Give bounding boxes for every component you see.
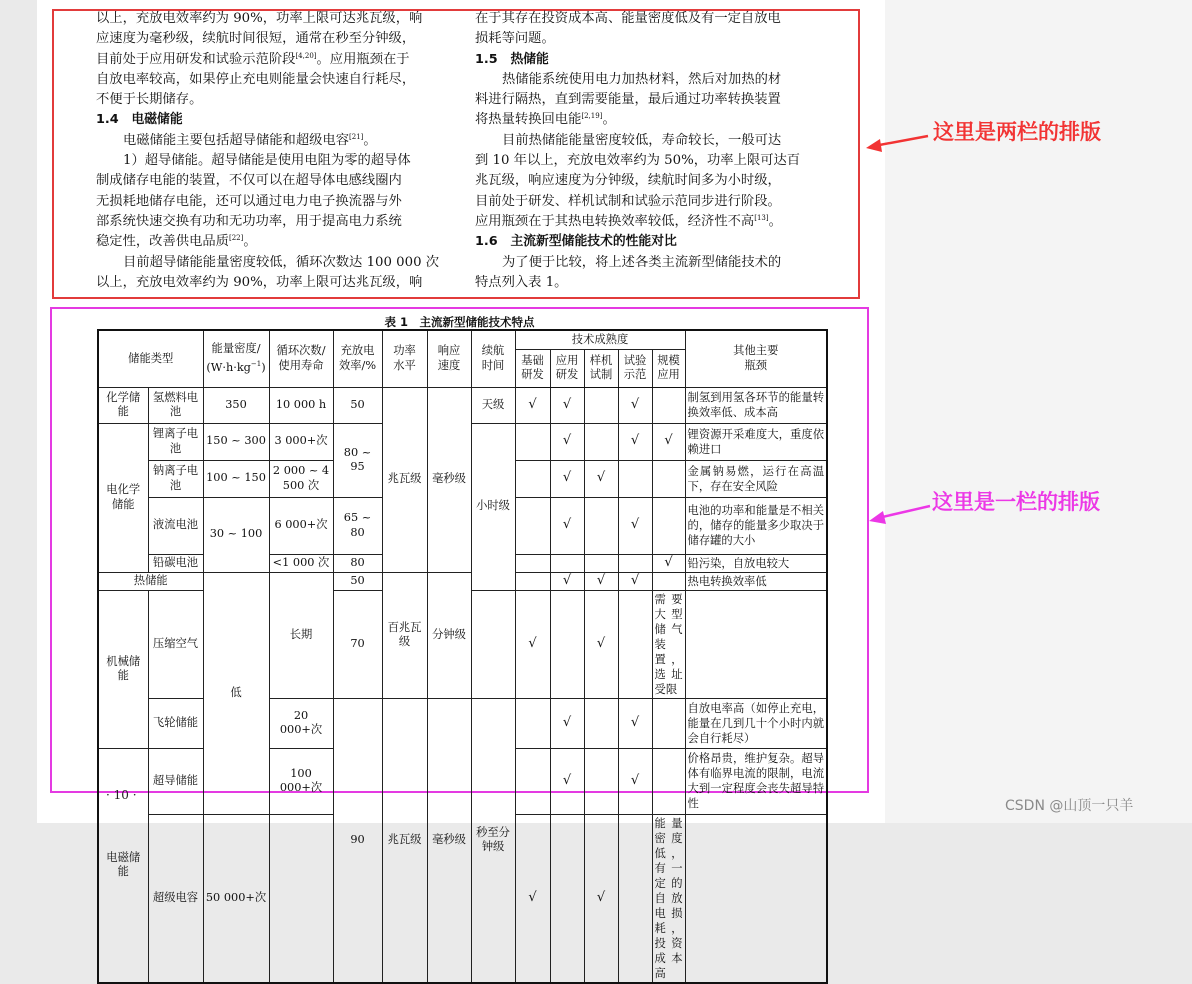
- note-cell: 金属钠易燃，运行在高温下，存在安全风险: [685, 460, 827, 497]
- empty-cell: [652, 748, 685, 814]
- check-cell: √: [550, 423, 584, 460]
- value-cell: 20 000+次: [269, 698, 333, 748]
- citation[interactable]: [21]: [349, 132, 364, 141]
- header-cell: 储能类型: [98, 330, 203, 387]
- check-cell: √: [515, 814, 550, 983]
- text-line: 将热量转换回电能[2,19]。: [475, 112, 616, 128]
- header-cell: 其他主要 瓶颈: [685, 330, 827, 387]
- tech-cell: 铅碳电池: [148, 554, 203, 572]
- citation[interactable]: [13]: [754, 213, 769, 222]
- text-line: 目前热储能能量密度较低，寿命较长，一般可达: [502, 132, 782, 148]
- red-arrow-icon: [862, 128, 932, 156]
- text-line: 兆瓦级，响应速度为分钟级，续航时间多为小时级，: [475, 173, 781, 189]
- value-cell: 低: [203, 572, 269, 814]
- header-cell: 应用 研发: [550, 349, 584, 387]
- empty-cell: [269, 814, 333, 983]
- value-cell: 3 000+次: [269, 423, 333, 460]
- empty-cell: [471, 590, 515, 698]
- text-line: 热储能系统使用电力加热材料，然后对加热的材: [502, 71, 782, 87]
- table-row: [98, 387, 827, 423]
- header-cell: 充放电 效率/%: [333, 330, 382, 387]
- value-cell: 50 000+次: [203, 814, 269, 983]
- value-cell: 65 ~ 80: [333, 497, 382, 554]
- text-line: 特点列入表 1。: [475, 274, 568, 290]
- two-column-annotation: 这里是两栏的排版: [933, 120, 1101, 144]
- check-cell: √: [550, 497, 584, 554]
- empty-cell: [584, 748, 618, 814]
- note-cell: 热电转换效率低: [685, 572, 827, 590]
- empty-cell: [584, 698, 618, 748]
- category-cell: 机械储能: [98, 590, 148, 748]
- tech-cell: 氢燃料电池: [148, 387, 203, 423]
- check-cell: √: [584, 460, 618, 497]
- header-cell: 试验 示范: [618, 349, 652, 387]
- header-cell: 响应 速度: [427, 330, 471, 387]
- empty-cell: [652, 572, 685, 590]
- value-cell: 毫秒级: [427, 387, 471, 572]
- text-line: 自放电率较高，如果停止充电则能量会快速自行耗尽，: [96, 71, 416, 87]
- tech-cell: 液流电池: [148, 497, 203, 554]
- empty-cell: [652, 387, 685, 423]
- category-cell: 热储能: [98, 572, 203, 590]
- value-cell: 分钟级: [427, 572, 471, 698]
- text-line: 为了便于比较，将上述各类主流新型储能技术的: [502, 254, 782, 270]
- value-cell: 兆瓦级: [382, 387, 427, 572]
- note-cell: 锂资源开采难度大，重度依赖进口: [685, 423, 827, 460]
- tech-cell: 超级电容: [148, 814, 203, 983]
- value-cell: 兆瓦级: [382, 698, 427, 983]
- value-cell: 天级: [471, 387, 515, 423]
- check-cell: √: [584, 590, 618, 698]
- tech-cell: 超导储能: [148, 748, 203, 814]
- note-cell: 电池的功率和能量是不相关的，储存的能量多少取决于储存罐的大小: [685, 497, 827, 554]
- section-heading: 1.6 主流新型储能技术的性能对比: [475, 234, 677, 250]
- text-line: 料进行隔热，直到需要能量，最后通过功率转换装置: [475, 92, 781, 108]
- header-cell: 循环次数/ 使用寿命: [269, 330, 333, 387]
- empty-cell: [515, 497, 550, 554]
- text-line: 以上，充放电效率约为 90%，功率上限可达兆瓦级，响: [96, 274, 423, 290]
- csdn-watermark: CSDN @山顶一只羊: [1005, 798, 1134, 814]
- category-cell: 电磁储能: [98, 748, 148, 983]
- check-cell: √: [618, 497, 652, 554]
- section-heading: 1.4 电磁储能: [96, 112, 183, 128]
- empty-cell: [515, 748, 550, 814]
- note-cell: 自放电率高（如停止充电，能量在几到几十个小时内就会自行耗尽）: [685, 698, 827, 748]
- left-text-column: [96, 9, 448, 293]
- check-cell: √: [515, 590, 550, 698]
- check-cell: √: [515, 387, 550, 423]
- header-cell: 规模 应用: [652, 349, 685, 387]
- page-number: · 10 ·: [106, 788, 137, 802]
- header-cell: 功率 水平: [382, 330, 427, 387]
- text-line: 应用瓶颈在于其热电转换效率较低，经济性不高[13]。: [475, 213, 782, 229]
- empty-cell: [618, 554, 652, 572]
- pink-arrow-icon: [866, 500, 934, 528]
- text-line: 部系统快速交换有功和无功功率，用于提高电力系统: [96, 213, 402, 229]
- storage-tech-table: [97, 329, 828, 984]
- check-cell: √: [618, 698, 652, 748]
- value-cell: 10 000 h: [269, 387, 333, 423]
- check-cell: √: [550, 698, 584, 748]
- check-cell: √: [584, 814, 618, 983]
- citation[interactable]: [22]: [228, 234, 244, 243]
- text-line: 目前处于应用研发和试验示范阶段[4,20]。应用瓶颈在于: [96, 51, 410, 67]
- category-cell: 化学储能: [98, 387, 148, 423]
- tech-cell: 飞轮储能: [148, 698, 203, 748]
- empty-cell: [515, 423, 550, 460]
- note-cell: 需要大型储气装置，选址受限: [652, 590, 685, 698]
- check-cell: √: [550, 460, 584, 497]
- empty-cell: [515, 554, 550, 572]
- value-cell: 100 000+次: [269, 748, 333, 814]
- check-cell: √: [652, 554, 685, 572]
- text-line: 以上，充放电效率约为 90%，功率上限可达兆瓦级，响: [96, 11, 423, 26]
- text-line: 在于其存在投资成本高、能量密度低及有一定自放电: [475, 11, 781, 26]
- empty-cell: [618, 814, 652, 983]
- empty-cell: [584, 387, 618, 423]
- note-cell: 制氢到用氢各环节的能量转换效率低、成本高: [685, 387, 827, 423]
- empty-cell: [515, 460, 550, 497]
- value-cell: 150 ~ 300: [203, 423, 269, 460]
- text-line: 无损耗地储存电能，还可以通过电力电子换流器与外: [96, 193, 402, 209]
- tech-cell: 锂离子电池: [148, 423, 203, 460]
- text-line: 制成储存电能的装置，不仅可以在超导体电感线圈内: [96, 173, 402, 189]
- check-cell: √: [618, 748, 652, 814]
- empty-cell: [652, 497, 685, 554]
- empty-cell: [652, 460, 685, 497]
- check-cell: √: [550, 748, 584, 814]
- text-line: 目前处于研发、样机试制和试验示范同步进行阶段。: [475, 193, 781, 209]
- check-cell: √: [652, 423, 685, 460]
- header-cell: 基础 研发: [515, 349, 550, 387]
- empty-cell: [515, 572, 550, 590]
- value-cell: 80: [333, 554, 382, 572]
- value-cell: 百兆瓦级: [382, 572, 427, 698]
- header-cell: 能量密度/ $(W\cdot h\cdot kg^{-1})$: [203, 330, 269, 387]
- two-column-region-box: [52, 9, 860, 299]
- value-cell: 长期: [269, 572, 333, 698]
- value-cell: 毫秒级: [427, 698, 471, 983]
- category-cell: 电化学储能: [98, 423, 148, 572]
- value-cell: 6 000+次: [269, 497, 333, 554]
- empty-cell: [618, 460, 652, 497]
- text-line: 电磁储能主要包括超导储能和超级电容[21]。: [123, 132, 377, 148]
- text-line: 到 10 年以上，充放电效率约为 50%，功率上限可达百: [475, 153, 801, 169]
- check-cell: √: [618, 572, 652, 590]
- tech-cell: 钠离子电池: [148, 460, 203, 497]
- value-cell: 70: [333, 590, 382, 698]
- empty-cell: [515, 698, 550, 748]
- value-cell: 30 ~ 100: [203, 497, 269, 572]
- value-cell: 90: [333, 698, 382, 983]
- text-line: 应速度为毫秒级，续航时间很短，通常在秒至分钟级，: [96, 31, 416, 47]
- empty-cell: [550, 554, 584, 572]
- value-cell: 80 ~ 95: [333, 423, 382, 497]
- check-cell: √: [584, 572, 618, 590]
- empty-cell: [652, 698, 685, 748]
- check-cell: √: [550, 572, 584, 590]
- value-cell: 秒至分钟级: [471, 698, 515, 983]
- header-cell: 样机 试制: [584, 349, 618, 387]
- citation[interactable]: [2,19]: [581, 112, 603, 121]
- one-column-annotation: 这里是一栏的排版: [932, 490, 1100, 514]
- empty-cell: [584, 423, 618, 460]
- value-cell: 2 000 ~ 4 500 次: [269, 460, 333, 497]
- tech-cell: 压缩空气: [148, 590, 203, 698]
- text-line: 稳定性，改善供电品质[22]。: [96, 234, 257, 250]
- note-cell: 能量密度低，有一定的自放电损耗，投资成本高: [652, 814, 685, 983]
- check-cell: √: [618, 387, 652, 423]
- value-cell: 50: [333, 572, 382, 590]
- one-column-region-box: [50, 307, 869, 980]
- table-caption: 表 1 主流新型储能技术特点: [384, 315, 535, 329]
- text-line: 不便于长期储存。: [96, 92, 203, 108]
- empty-cell: [584, 497, 618, 554]
- check-cell: √: [618, 423, 652, 460]
- table-row: [98, 572, 827, 590]
- note-cell: 价格昂贵，维护复杂。超导体有临界电流的限制，电流大到一定程度会丧失超导特性: [685, 748, 827, 814]
- value-cell: 小时级: [471, 423, 515, 590]
- header-cell: 技术成熟度: [515, 330, 685, 349]
- value-cell: 350: [203, 387, 269, 423]
- table-header-row: [98, 330, 827, 349]
- header-cell: 续航 时间: [471, 330, 515, 387]
- section-heading: 1.5 热储能: [475, 51, 549, 67]
- empty-cell: [550, 590, 584, 698]
- citation[interactable]: [4,20]: [295, 51, 317, 60]
- value-cell: <1 000 次: [269, 554, 333, 572]
- right-text-column: [475, 9, 827, 293]
- empty-cell: [584, 554, 618, 572]
- empty-cell: [550, 814, 584, 983]
- text-line: 目前超导储能能量密度较低，循环次数达 100 000 次: [123, 254, 440, 270]
- text-line: 损耗等问题。: [475, 31, 555, 47]
- empty-cell: [618, 590, 652, 698]
- text-line: 1）超导储能。超导储能是使用电阻为零的超导体: [123, 153, 411, 169]
- value-cell: 100 ~ 150: [203, 460, 269, 497]
- value-cell: 50: [333, 387, 382, 423]
- note-cell: 铅污染，自放电较大: [685, 554, 827, 572]
- check-cell: √: [550, 387, 584, 423]
